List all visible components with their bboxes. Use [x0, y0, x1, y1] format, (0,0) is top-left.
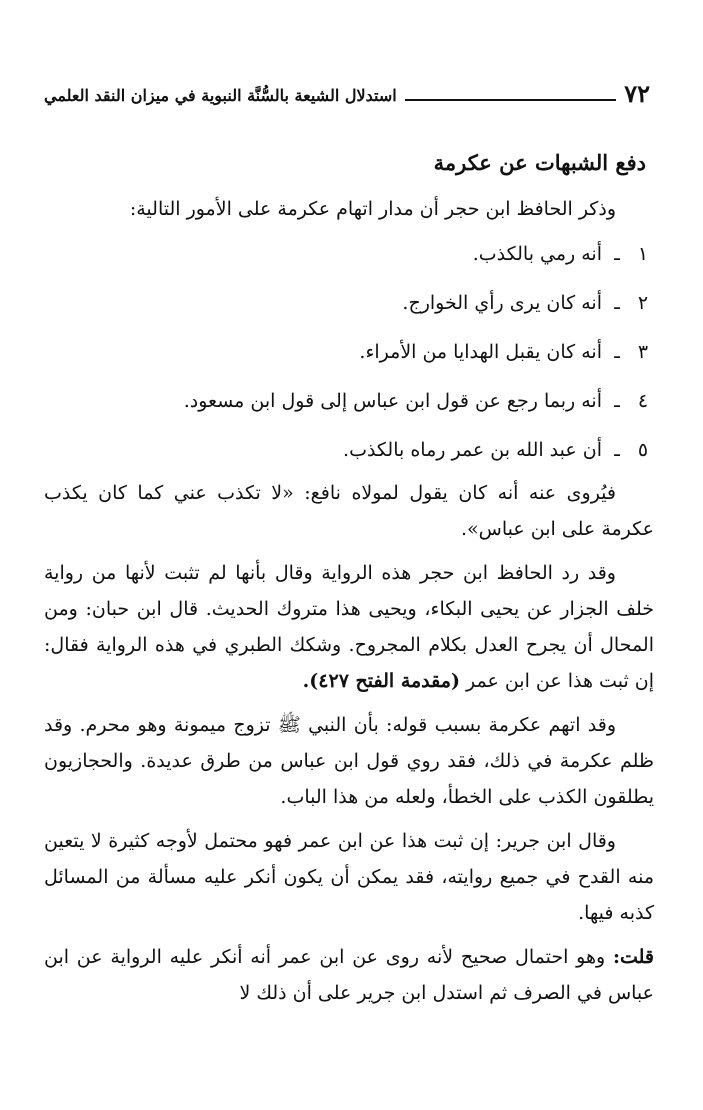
list-item [44, 377, 654, 426]
list-item-number: ٤ [637, 390, 649, 412]
list-item-number: ٣ [637, 341, 649, 363]
running-title: استدلال الشيعة بالسُّنَّة النبوية في ميزان النقد العلمي [44, 86, 397, 105]
list-item-dash: ـ [614, 341, 620, 363]
paragraph-text: وهو احتمال صحيح لأنه روى عن ابن عمر أنه أنكر عليه الرواية عن ابن عباس في الصرف ثم استدل ابن جرير على أن ذلك لا [44, 946, 654, 1004]
list-item-number: ٢ [637, 292, 649, 314]
section-title: دفع الشبهات عن عكرمة [433, 150, 646, 175]
list-item-text: أنه رمي بالكذب. [472, 243, 602, 265]
list-item [44, 328, 654, 377]
list-item-dash: ـ [614, 439, 620, 461]
intro-paragraph: وذكر الحافظ ابن حجر أن مدار اتهام عكرمة على الأمور التالية: [129, 198, 616, 220]
list-item-text: أنه كان يقبل الهدايا من الأمراء. [359, 341, 602, 363]
list-item [44, 230, 654, 279]
paragraph-maymuna-accusation: وقد اتهم عكرمة بسبب قوله: بأن النبي ﷺ تزوج ميمونة وهو محرم. وقد ظلم عكرمة في ذلك، فقد روي قول ابن عباس من طرق عديدة. والحجازيون يطلقون الكذب على الخطأ، ولعله من هذا الباب. [44, 714, 654, 808]
list-item-text: أنه كان يرى رأي الخوارج. [402, 292, 602, 314]
paragraph-text: وقد رد الحافظ ابن حجر هذه الرواية وقال بأنها لم تثبت لأنها من رواية خلف الجزار عن يحيى البكاء، ويحيى هذا متروك الحديث. قال ابن حبان: ومن المحال أن يجرح العدل بكلام المجروح. وشكك الطبري في هذه الرواية فقال: إن ثبت هذا عن ابن عمر [44, 562, 654, 692]
list-item-dash: ـ [614, 390, 620, 412]
page-header [44, 76, 650, 106]
list-item-dash: ـ [614, 292, 620, 314]
list-item-text: أن عبد الله بن عمر رماه بالكذب. [343, 439, 602, 461]
list-item-text: أنه ربما رجع عن قول ابن عباس إلى قول ابن مسعود. [183, 390, 602, 412]
citation: (مقدمة الفتح ٤٢٧). [302, 670, 460, 692]
paragraph-ibn-jarir: وقال ابن جرير: إن ثبت هذا عن ابن عمر فهو محتمل لأوجه كثيرة لا يتعين منه القدح في جميع روايته، فقد يمكن أن يكون أنكر عليه مسألة من المسائل كذبه فيها. [44, 830, 654, 924]
list-item-number: ٥ [637, 439, 649, 461]
book-page [44, 76, 654, 1011]
list-item-number: ١ [637, 243, 649, 265]
paragraph-author-comment [44, 939, 654, 1011]
list-item [44, 279, 654, 328]
accusations-list [44, 230, 654, 475]
page-number: ٧٢ [624, 79, 650, 108]
lead-word: قلت: [612, 946, 654, 968]
paragraph-ibn-umar-report: فيُروى عنه أنه كان يقول لمولاه نافع: «لا تكذب عني كما كان يكذب عكرمة على ابن عباس». [44, 482, 654, 540]
paragraph-ibn-hajar-rebuttal [44, 555, 654, 699]
header-rule [405, 99, 617, 101]
list-item [44, 426, 654, 475]
list-item-dash: ـ [614, 243, 620, 265]
